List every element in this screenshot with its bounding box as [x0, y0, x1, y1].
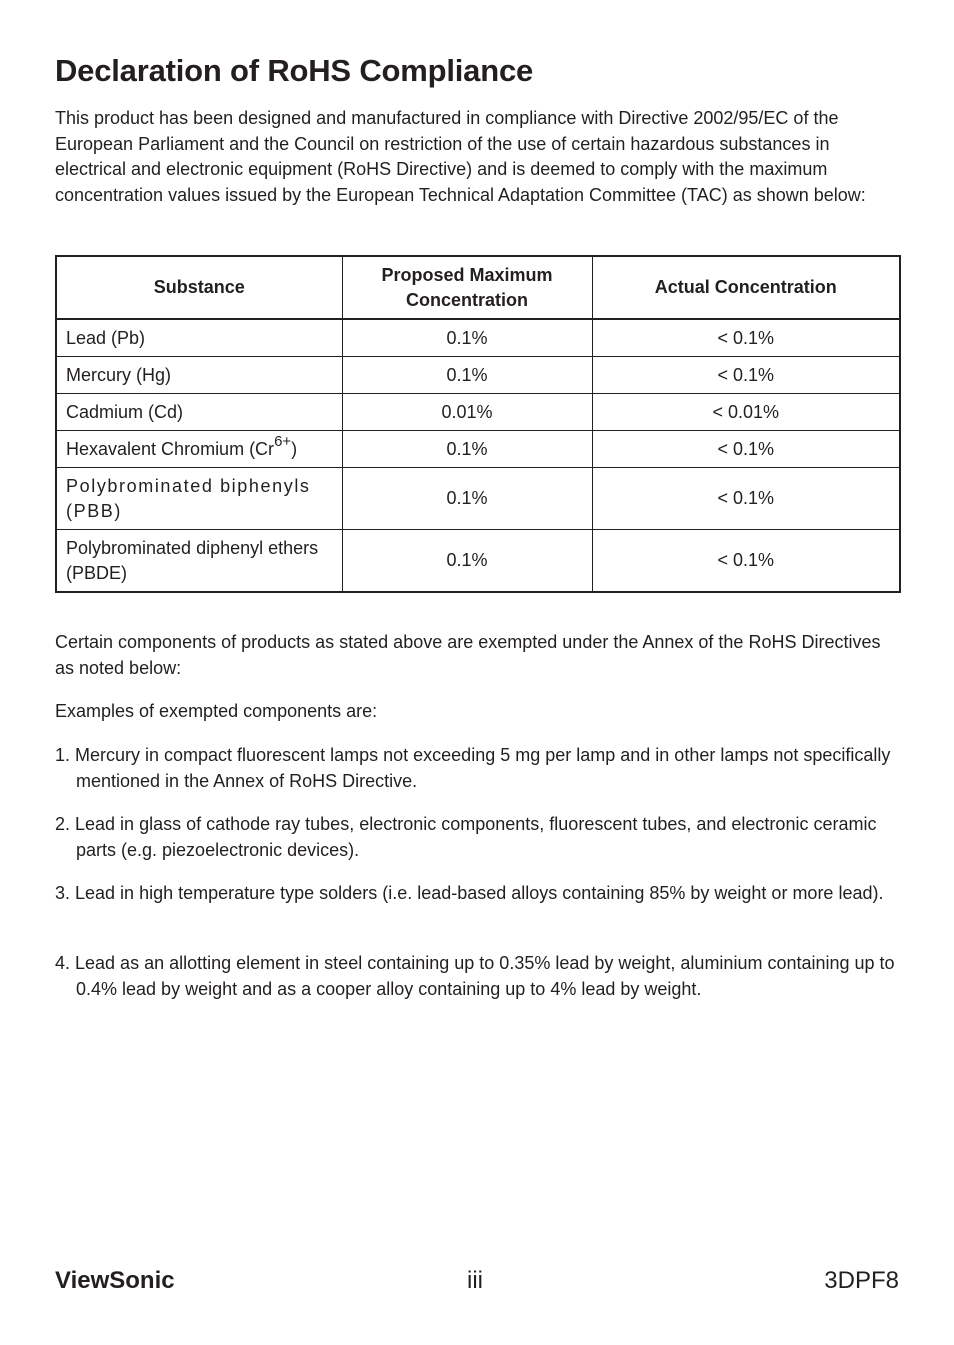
header-actual-concentration: Actual Concentration [592, 256, 900, 319]
exemption-item: 1. Mercury in compact fluorescent lamps not exceeding 5 mg per lamp and in other lamps not specifically mentioned in the Annex of RoHS Directive. [55, 745, 891, 791]
table-row [56, 394, 900, 431]
actual-concentration-cell: < 0.1% [592, 431, 900, 468]
exemption-item: 3. Lead in high temperature type solders (i.e. lead-based alloys containing 85% by weight or more lead). [55, 883, 884, 903]
max-concentration-cell: 0.1% [342, 319, 592, 357]
actual-concentration-cell: < 0.1% [592, 530, 900, 593]
table-header-row [56, 256, 900, 319]
footer-model: 3DPF8 [824, 1267, 899, 1294]
substance-tail: ) [291, 438, 298, 459]
substance-cell: Mercury (Hg) [56, 357, 342, 394]
max-concentration-cell: 0.1% [342, 468, 592, 530]
table-row [56, 319, 900, 357]
max-concentration-cell: 0.1% [342, 431, 592, 468]
table-row [56, 530, 900, 593]
oxidation-state: 6+ [274, 432, 292, 450]
substance-cell: Lead (Pb) [56, 319, 342, 357]
table-row [56, 357, 900, 394]
page-title: Declaration of RoHS Compliance [55, 53, 534, 88]
actual-concentration-cell: < 0.1% [592, 468, 900, 530]
rohs-table [55, 255, 901, 593]
substance-cell: Polybrominated diphenyl ethers (PBDE) [56, 530, 342, 593]
table-row [56, 431, 900, 468]
substance-cell: Cadmium (Cd) [56, 394, 342, 431]
substance-cell: Polybrominated biphenyls (PBB) [56, 468, 342, 530]
footer-brand: ViewSonic [55, 1267, 175, 1294]
table-row [56, 468, 900, 530]
exemption-item: 4. Lead as an allotting element in steel containing up to 0.35% lead by weight, aluminium containing up to 0.4% lead by weight and as a cooper alloy containing up to 4% lead by weight. [55, 953, 895, 999]
exemption-item: 2. Lead in glass of cathode ray tubes, electronic components, fluorescent tubes, and electronic ceramic parts (e.g. piezoelectronic devices). [55, 814, 877, 860]
header-max-concentration: Proposed Maximum Concentration [342, 256, 592, 319]
max-concentration-cell: 0.01% [342, 394, 592, 431]
exemption-note: Certain components of products as stated above are exempted under the Annex of the RoHS Directives as noted below: [55, 632, 881, 678]
actual-concentration-cell: < 0.1% [592, 319, 900, 357]
substance-cell [56, 431, 342, 468]
examples-heading: Examples of exempted components are: [55, 701, 378, 721]
max-concentration-cell: 0.1% [342, 357, 592, 394]
intro-paragraph: This product has been designed and manufactured in compliance with Directive 2002/95/EC of the European Parliament and the Council on restriction of the use of certain hazardous substances in electrical and electronic equipment (RoHS Directive) and is deemed to comply with the maximum concentration values issued by the European Technical Adaptation Committee (TAC) as shown below: [55, 108, 866, 205]
header-substance: Substance [56, 256, 342, 319]
substance-text: Hexavalent Chromium (Cr [66, 438, 275, 459]
actual-concentration-cell: < 0.01% [592, 394, 900, 431]
footer-page-number: iii [467, 1267, 483, 1294]
max-concentration-cell: 0.1% [342, 530, 592, 593]
actual-concentration-cell: < 0.1% [592, 357, 900, 394]
